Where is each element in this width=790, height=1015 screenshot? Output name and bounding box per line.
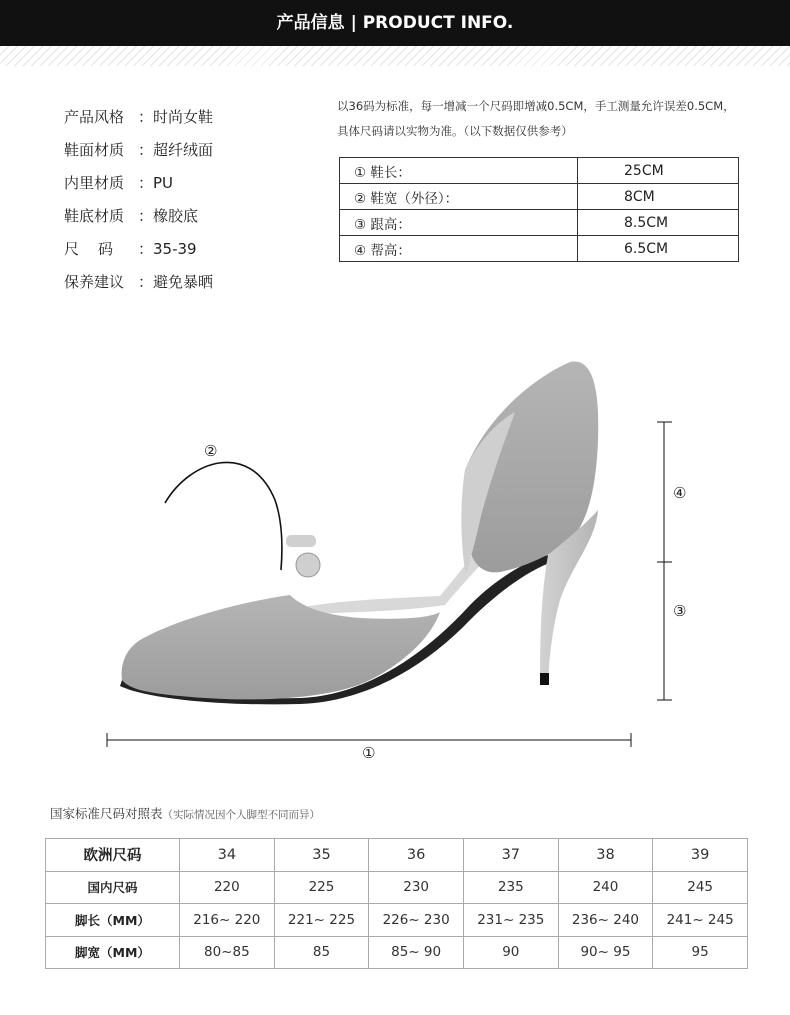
strap-buckle — [286, 535, 316, 547]
product-attributes — [64, 101, 213, 299]
row-header: 国内尺码 — [46, 871, 180, 904]
measurement-value: 8.5CM — [578, 210, 739, 236]
table-cell: 240 — [558, 871, 653, 904]
table-cell: 80~85 — [180, 936, 275, 969]
width-arc — [165, 462, 282, 570]
row-header: 脚宽（MM） — [46, 936, 180, 969]
attribute-value: ：橡胶底 — [138, 207, 199, 225]
table-cell: 241~ 245 — [653, 904, 748, 937]
attribute-row — [64, 101, 213, 134]
table-row — [340, 184, 739, 210]
table-cell: 85~ 90 — [369, 936, 464, 969]
table-row — [340, 236, 739, 262]
table-cell: 230 — [369, 871, 464, 904]
table-cell: 236~ 240 — [558, 904, 653, 937]
shoe-illustration — [0, 340, 790, 780]
measurement-note — [337, 94, 757, 144]
measurement-value: 25CM — [578, 158, 739, 184]
table-cell: 216~ 220 — [180, 904, 275, 937]
measurement-table — [339, 157, 739, 262]
attribute-key: 产品风格 — [64, 108, 125, 126]
measurement-label: ① 鞋长： — [340, 158, 578, 184]
table-cell: 231~ 235 — [463, 904, 558, 937]
attribute-value: ：时尚女鞋 — [138, 108, 214, 126]
table-cell: 95 — [653, 936, 748, 969]
table-cell: 36 — [369, 839, 464, 872]
attribute-key: 尺码 — [64, 240, 133, 258]
attribute-key: 保养建议 — [64, 273, 125, 291]
length-label: ① — [362, 744, 376, 762]
table-cell: 245 — [653, 871, 748, 904]
heel-tip — [540, 673, 549, 685]
row-header: 欧洲尺码 — [46, 839, 180, 872]
table-cell: 85 — [274, 936, 369, 969]
measurement-label: ④ 帮高： — [340, 236, 578, 262]
table-row — [46, 904, 748, 937]
table-row — [46, 839, 748, 872]
measurement-label: ② 鞋宽（外径）： — [340, 184, 578, 210]
attribute-key: 内里材质 — [64, 174, 125, 192]
table-cell: 39 — [653, 839, 748, 872]
size-chart-title — [50, 804, 320, 822]
table-cell: 35 — [274, 839, 369, 872]
measurement-label: ③ 跟高： — [340, 210, 578, 236]
table-cell: 225 — [274, 871, 369, 904]
table-cell: 37 — [463, 839, 558, 872]
attribute-row — [64, 134, 213, 167]
header-bar — [0, 0, 790, 46]
table-row — [46, 936, 748, 969]
attribute-row — [64, 167, 213, 200]
table-cell: 34 — [180, 839, 275, 872]
upper-height-label: ④ — [673, 484, 687, 502]
table-cell: 221~ 225 — [274, 904, 369, 937]
table-cell: 226~ 230 — [369, 904, 464, 937]
heel-height-label: ③ — [673, 602, 687, 620]
table-cell: 90 — [463, 936, 558, 969]
table-row — [340, 158, 739, 184]
attribute-row — [64, 233, 213, 266]
attribute-value: ：PU — [138, 174, 174, 192]
table-cell: 38 — [558, 839, 653, 872]
shoe-diagram — [0, 340, 790, 780]
attribute-value: ：35-39 — [138, 240, 197, 258]
row-header: 脚长（MM） — [46, 904, 180, 937]
attribute-key: 鞋底材质 — [64, 207, 125, 225]
note-line: 具体尺码请以实物为准。（以下数据仅供参考） — [337, 124, 573, 138]
attribute-value: ：超纤绒面 — [138, 141, 214, 159]
size-chart-subtitle: （实际情况因个人脚型不同而异） — [162, 809, 321, 821]
hatch-divider — [0, 46, 790, 66]
note-line: 以36码为标准，每一增减一个尺码即增减0.5CM，手工测量允许误差0.5CM， — [337, 99, 735, 113]
width-label: ② — [204, 442, 218, 460]
attribute-value: ：避免暴晒 — [138, 273, 214, 291]
attribute-row — [64, 200, 213, 233]
table-cell: 235 — [463, 871, 558, 904]
table-cell: 90~ 95 — [558, 936, 653, 969]
size-chart-table — [45, 838, 748, 969]
page-title: 产品信息 | PRODUCT INFO. — [276, 13, 514, 33]
table-row — [46, 871, 748, 904]
table-cell: 220 — [180, 871, 275, 904]
measurement-value: 6.5CM — [578, 236, 739, 262]
shoe-vamp — [122, 595, 440, 699]
measurement-value: 8CM — [578, 184, 739, 210]
size-chart-heading: 国家标准尺码对照表 — [50, 806, 163, 821]
attribute-key: 鞋面材质 — [64, 141, 125, 159]
rhinestone-ornament — [296, 553, 320, 577]
attribute-row — [64, 266, 213, 299]
table-row — [340, 210, 739, 236]
